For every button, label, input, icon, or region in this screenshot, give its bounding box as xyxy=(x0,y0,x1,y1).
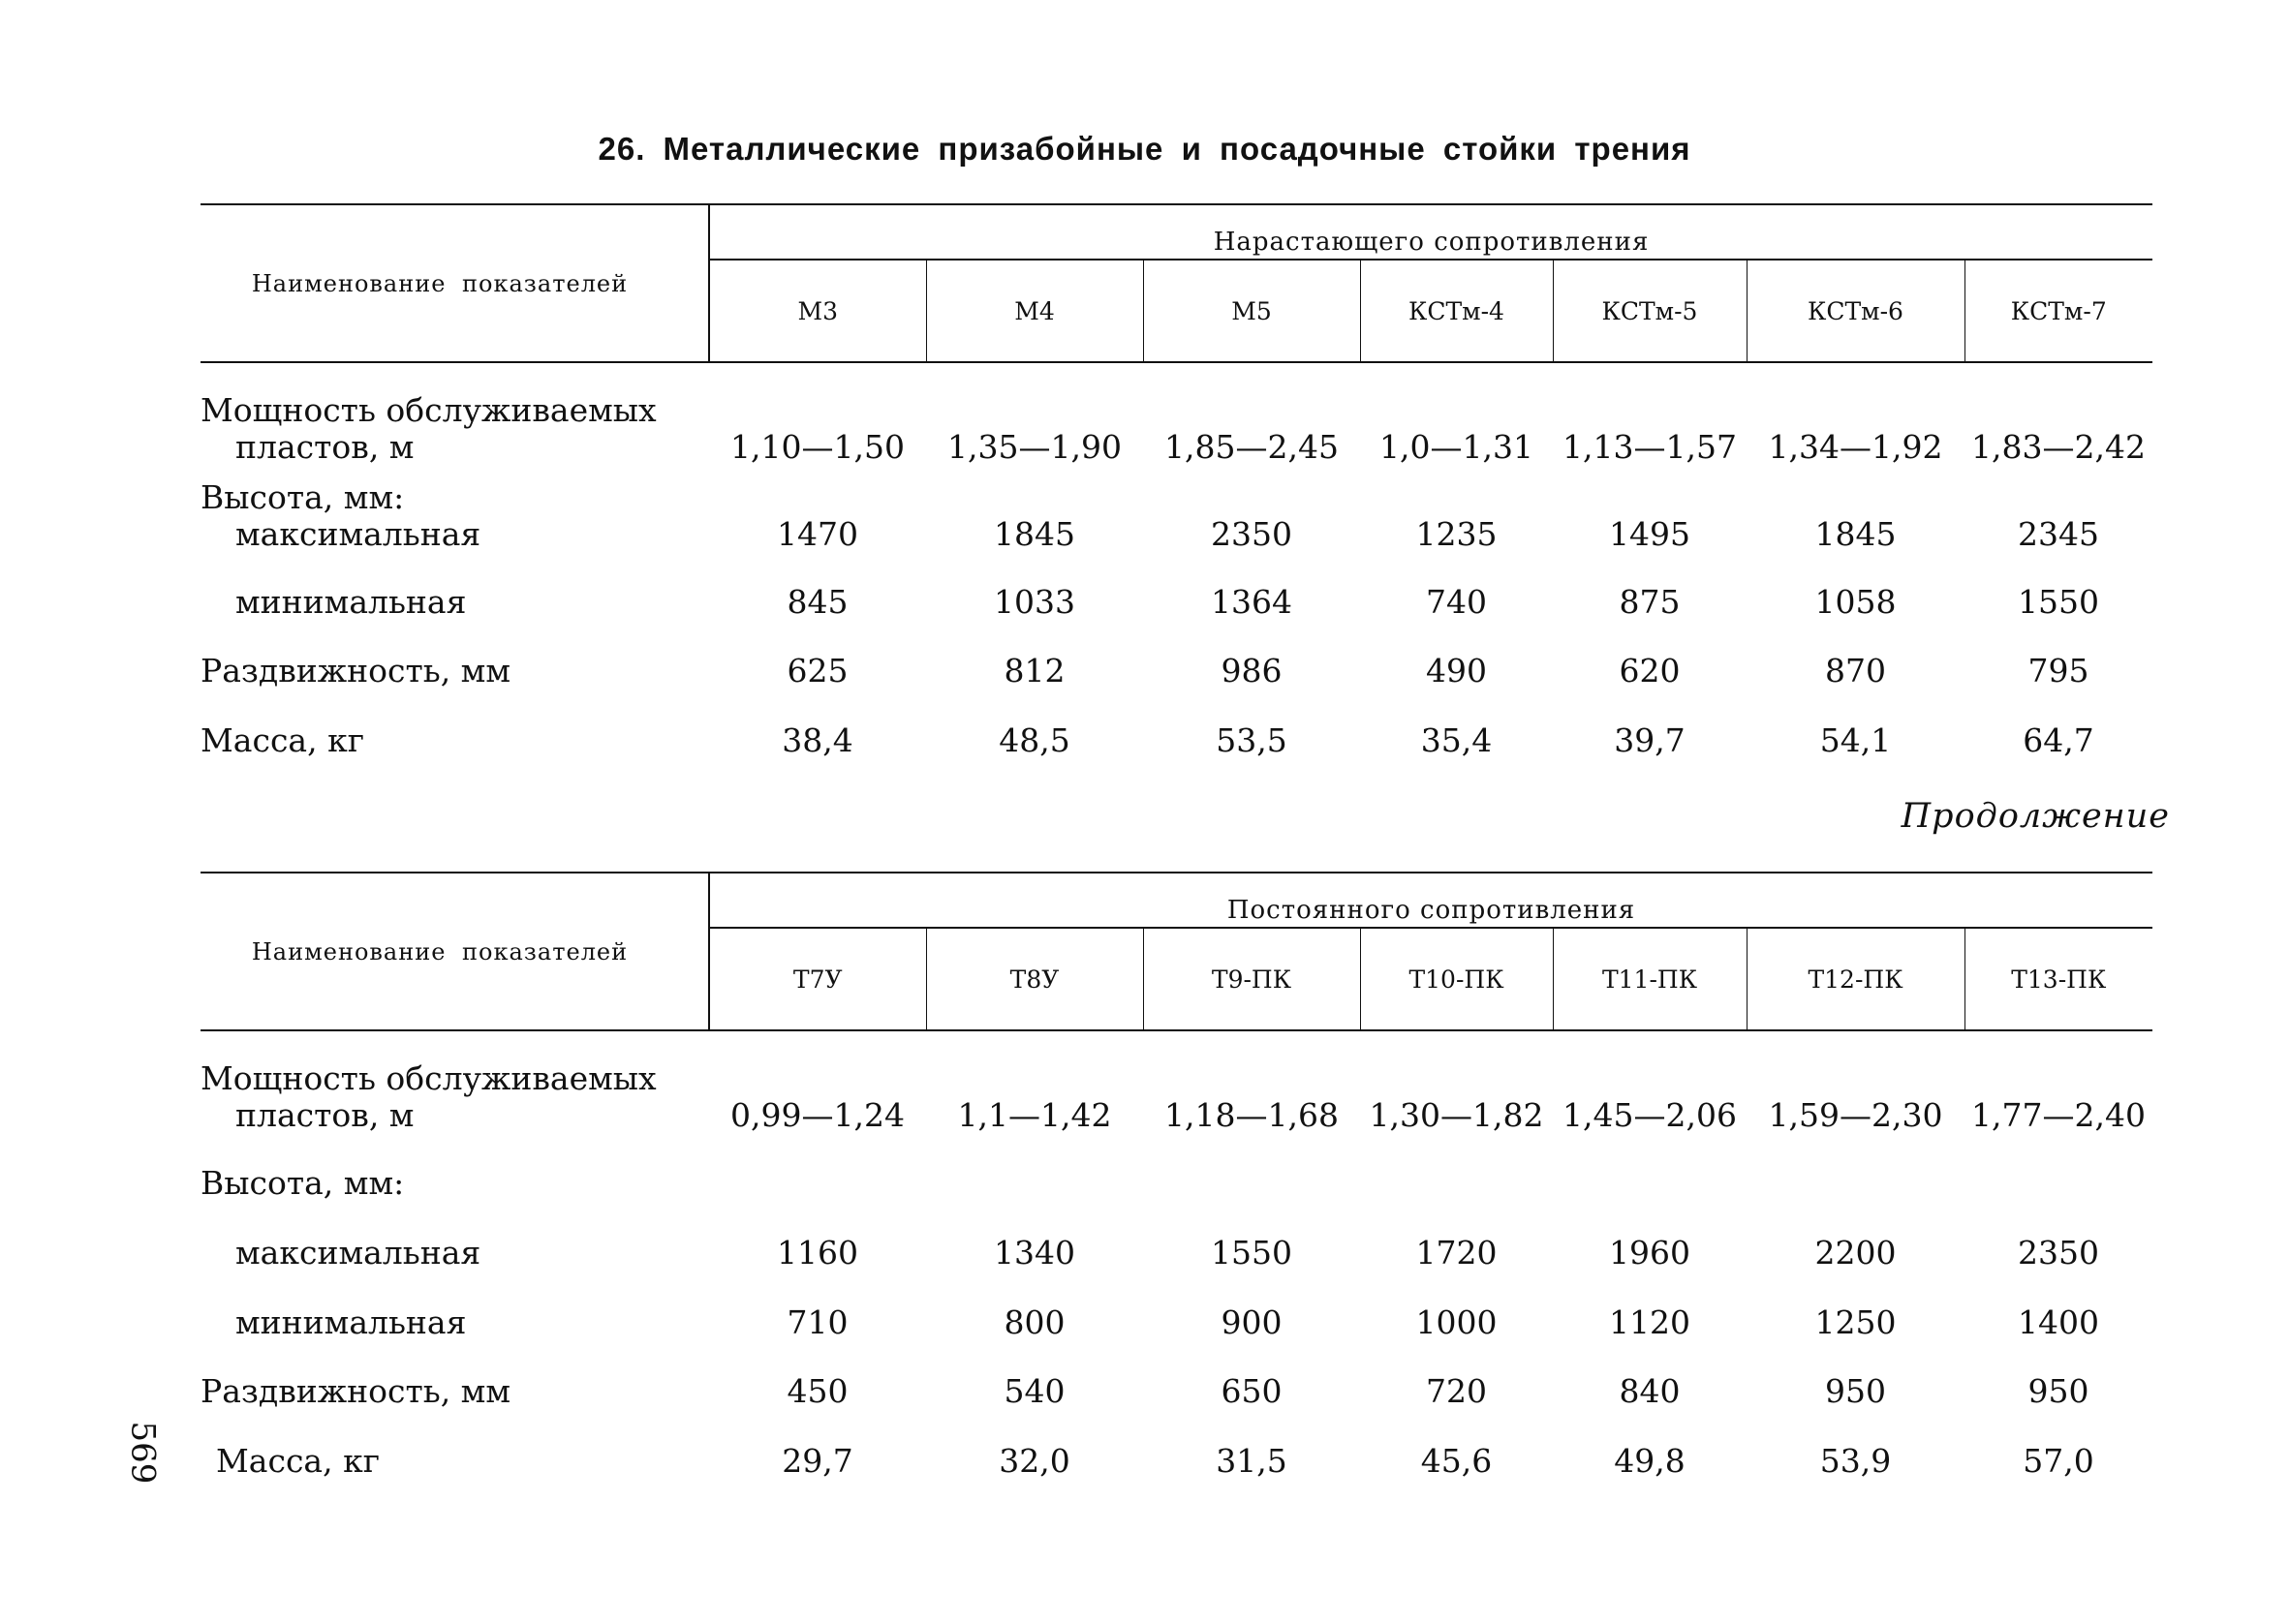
cell: 53,5 xyxy=(1216,721,1287,759)
row-label: Высота, мм: xyxy=(201,1164,405,1202)
cell: 35,4 xyxy=(1420,721,1493,759)
cell: 900 xyxy=(1221,1303,1283,1341)
cell: 1845 xyxy=(994,515,1075,553)
cell: 54,1 xyxy=(1819,721,1892,759)
column-header: КСТм-6 xyxy=(1747,260,1964,362)
cell: 1400 xyxy=(2018,1303,2100,1341)
table-row xyxy=(201,553,2152,621)
cell: 1,35—1,90 xyxy=(947,428,1122,466)
row-label-line: максимальная xyxy=(235,1234,481,1272)
row-label xyxy=(201,466,709,553)
cell: 1960 xyxy=(1609,1234,1690,1272)
row-label: Масса, кг xyxy=(201,721,364,759)
column-header: Т13-ПК xyxy=(1964,928,2152,1030)
cell: 1720 xyxy=(1415,1234,1498,1272)
cell: 1058 xyxy=(1814,583,1897,621)
table-row xyxy=(201,1202,2152,1272)
table-row xyxy=(201,689,2152,759)
cell: 1,83—2,42 xyxy=(1971,428,2146,466)
cell: 1250 xyxy=(1814,1303,1897,1341)
column-header: Т10-ПК xyxy=(1360,928,1553,1030)
cell: 1,45—2,06 xyxy=(1562,1096,1737,1134)
cell: 540 xyxy=(1004,1372,1066,1410)
page-number: 569 xyxy=(123,1421,163,1485)
row-label-line: максимальная xyxy=(235,515,481,553)
page-title: 26. Металлические призабойные и посадочные стойки трения xyxy=(598,131,1691,167)
cell: 2350 xyxy=(2018,1234,2100,1272)
cell: 1470 xyxy=(777,515,858,553)
cell: 812 xyxy=(1004,652,1066,689)
column-header: М4 xyxy=(926,260,1143,362)
cell: 53,9 xyxy=(1819,1442,1892,1480)
column-header: Т7У xyxy=(709,928,926,1030)
cell: 38,4 xyxy=(782,721,853,759)
cell: 710 xyxy=(787,1303,849,1341)
row-label-line: Масса, кг xyxy=(216,1442,380,1480)
table-row xyxy=(201,466,2152,553)
name-column-header: Наименование показателей xyxy=(201,204,709,362)
cell: 795 xyxy=(2027,652,2089,689)
table-row xyxy=(201,1272,2152,1341)
cell: 31,5 xyxy=(1216,1442,1287,1480)
cell: 1550 xyxy=(1211,1234,1292,1272)
table-row xyxy=(201,392,2152,466)
cell: 1,85—2,45 xyxy=(1164,428,1339,466)
cell: 1160 xyxy=(777,1234,858,1272)
row-label-line: минимальная xyxy=(235,583,467,621)
cell: 1845 xyxy=(1814,515,1897,553)
column-header: М3 xyxy=(709,260,926,362)
cell: 1235 xyxy=(1415,515,1498,553)
cell: 1550 xyxy=(2018,583,2099,621)
cell: 450 xyxy=(787,1372,849,1410)
cell: 0,99—1,24 xyxy=(730,1096,905,1134)
row-label xyxy=(201,1060,709,1134)
row-label-line: минимальная xyxy=(235,1303,467,1341)
group-header: Нарастающего сопротивления xyxy=(709,204,2152,260)
cell: 490 xyxy=(1426,652,1487,689)
table-row xyxy=(201,621,2152,689)
cell: 48,5 xyxy=(999,721,1070,759)
cell: 625 xyxy=(787,652,849,689)
row-label-line: пластов, м xyxy=(235,1096,415,1134)
cell: 620 xyxy=(1619,652,1681,689)
cell: 800 xyxy=(1004,1303,1066,1341)
cell: 1033 xyxy=(994,583,1075,621)
row-label-line: Высота, мм: xyxy=(201,478,405,516)
row-label-line: пластов, м xyxy=(235,428,415,466)
continuation-label: Продолжение xyxy=(1901,797,2170,836)
column-header: Т11-ПК xyxy=(1553,928,1747,1030)
table-row xyxy=(201,1410,2152,1480)
name-column-header: Наименование показателей xyxy=(201,873,709,1030)
cell: 1,10—1,50 xyxy=(730,428,905,466)
cell: 870 xyxy=(1825,652,1886,689)
cell: 49,8 xyxy=(1614,1442,1686,1480)
row-label xyxy=(201,392,709,466)
cell: 720 xyxy=(1426,1372,1487,1410)
table-row xyxy=(201,1134,2152,1202)
cell: 1,18—1,68 xyxy=(1164,1096,1339,1134)
cell: 45,6 xyxy=(1420,1442,1493,1480)
row-label-line: Мощность обслуживаемых xyxy=(201,1060,657,1097)
row-label-line: Мощность обслуживаемых xyxy=(201,392,657,429)
cell: 1,34—1,92 xyxy=(1768,428,1943,466)
table-increasing-resistance xyxy=(201,203,2152,759)
table-constant-resistance xyxy=(201,872,2152,1480)
row-label xyxy=(201,1272,709,1341)
cell: 845 xyxy=(787,583,849,621)
cell: 650 xyxy=(1221,1372,1283,1410)
table-row xyxy=(201,1060,2152,1134)
column-header: КСТм-7 xyxy=(1964,260,2152,362)
cell: 1,0—1,31 xyxy=(1379,428,1533,466)
cell: 1495 xyxy=(1609,515,1690,553)
row-label xyxy=(201,553,709,621)
cell: 1,13—1,57 xyxy=(1562,428,1737,466)
cell: 1000 xyxy=(1415,1303,1498,1341)
column-header: М5 xyxy=(1143,260,1360,362)
cell: 740 xyxy=(1426,583,1487,621)
cell: 875 xyxy=(1619,583,1681,621)
column-header: Т12-ПК xyxy=(1747,928,1964,1030)
cell: 950 xyxy=(1825,1372,1886,1410)
cell: 64,7 xyxy=(2023,721,2094,759)
row-label xyxy=(201,1410,709,1480)
column-header: КСТм-4 xyxy=(1360,260,1553,362)
cell: 986 xyxy=(1221,652,1283,689)
cell: 950 xyxy=(2027,1372,2089,1410)
cell: 1,77—2,40 xyxy=(1971,1096,2146,1134)
row-label: Раздвижность, мм xyxy=(201,1372,511,1410)
row-label xyxy=(201,1202,709,1272)
cell: 1,1—1,42 xyxy=(957,1096,1112,1134)
cell: 1,30—1,82 xyxy=(1369,1096,1544,1134)
column-header: Т8У xyxy=(926,928,1143,1030)
cell: 1364 xyxy=(1211,583,1292,621)
column-header: КСТм-5 xyxy=(1553,260,1747,362)
cell: 1120 xyxy=(1609,1303,1690,1341)
column-header: Т9-ПК xyxy=(1143,928,1360,1030)
cell: 57,0 xyxy=(2023,1442,2094,1480)
group-header: Постоянного сопротивления xyxy=(709,873,2152,928)
cell: 1,59—2,30 xyxy=(1768,1096,1943,1134)
cell: 2345 xyxy=(2018,515,2099,553)
cell: 29,7 xyxy=(782,1442,853,1480)
cell: 39,7 xyxy=(1614,721,1686,759)
cell: 2200 xyxy=(1814,1234,1897,1272)
row-label: Раздвижность, мм xyxy=(201,652,511,689)
cell: 2350 xyxy=(1211,515,1292,553)
table-row xyxy=(201,1341,2152,1410)
cell: 840 xyxy=(1619,1372,1681,1410)
cell: 32,0 xyxy=(999,1442,1070,1480)
cell: 1340 xyxy=(994,1234,1075,1272)
